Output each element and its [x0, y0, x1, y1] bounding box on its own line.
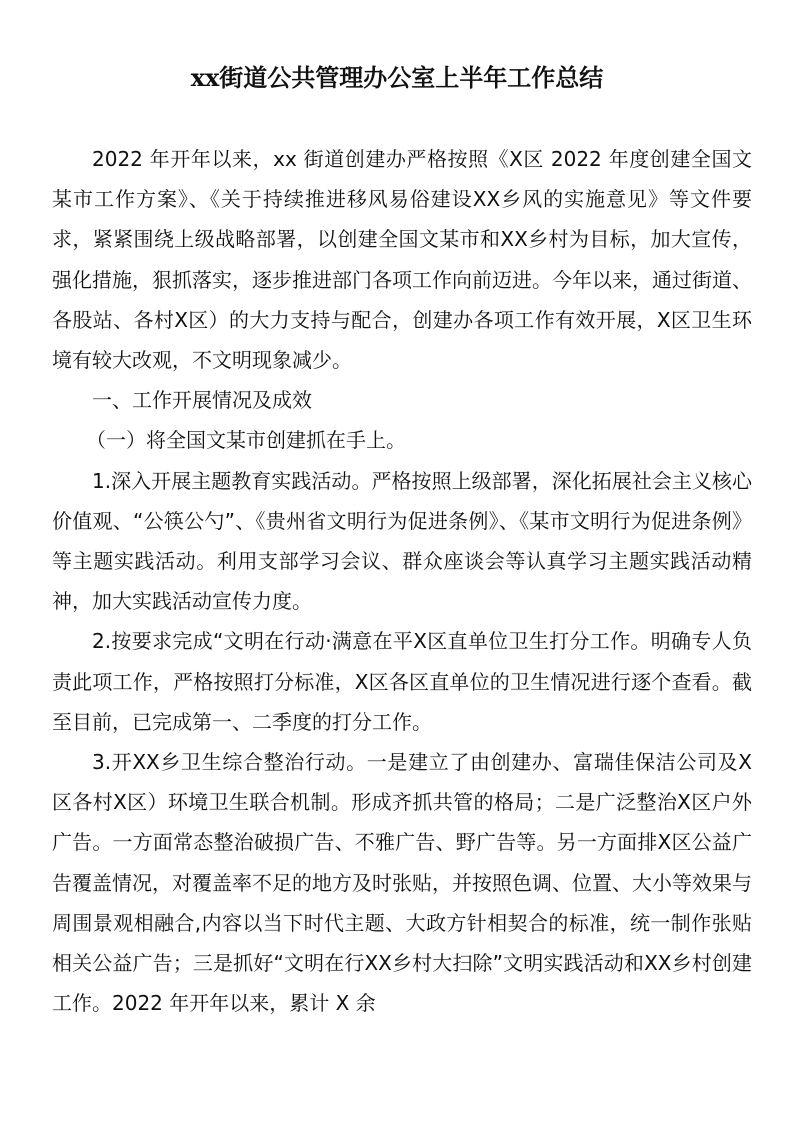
item-paragraph-1: 1.深入开展主题教育实践活动。严格按照上级部署，深化拓展社会主义核心价值观、“公筷公勺”、《贵州省文明行为促进条例》、《某市文明行为促进条例》等主题实践活动。利用支部学习会议、群众座谈会等认真学习主题实践活动精神，加大实践活动宣传力度。	[52, 468, 752, 614]
section-heading: 一、工作开展情况及成效	[92, 388, 312, 413]
item-paragraph-2: 2.按要求完成“文明在行动·满意在平X区直单位卫生打分工作。明确专人负责此项工作，严格按照打分标准，X区各区直单位的卫生情况进行逐个查看。截至目前，已完成第一、二季度的打分工作。	[52, 629, 752, 734]
item-paragraph-3: 3.开XX乡卫生综合整治行动。一是建立了由创建办、富瑞佳保洁公司及X区各村X区）环境卫生联合机制。形成齐抓共管的格局；二是广泛整治X区户外广告。一方面常态整治破损广告、不雅广告、野广告等。另一方面排X区公益广告覆盖情况，对覆盖率不足的地方及时张贴，并按照色调、位置、大小等效果与周围景观相融合,内容以当下时代主题、大政方针相契合的标准，统一制作张贴相关公益广告；三是抓好“文明在行XX乡村大扫除”文明实践活动和XX乡村创建工作。2022 年开年以来，累计 X 余	[52, 750, 752, 1016]
intro-paragraph: 2022 年开年以来，xx 街道创建办严格按照《X区 2022 年度创建全国文某市工作方案》、《关于持续推进移风易俗建设XX乡风的实施意见》等文件要求，紧紧围绕上级战略部署，以创建全国文某市和XX乡村为目标，加大宣传，强化措施，狠抓落实，逐步推进部门各项工作向前迈进。今年以来，通过街道、各股站、各村X区）的大力支持与配合，创建办各项工作有效开展，X区卫生环境有较大改观，不文明现象减少。	[52, 147, 752, 373]
document-body	[52, 139, 752, 1023]
subsection-heading: （一）将全国文某市创建抓在手上。	[86, 428, 406, 453]
document-title: xx街道公共管理办公室上半年工作总结	[190, 63, 604, 92]
